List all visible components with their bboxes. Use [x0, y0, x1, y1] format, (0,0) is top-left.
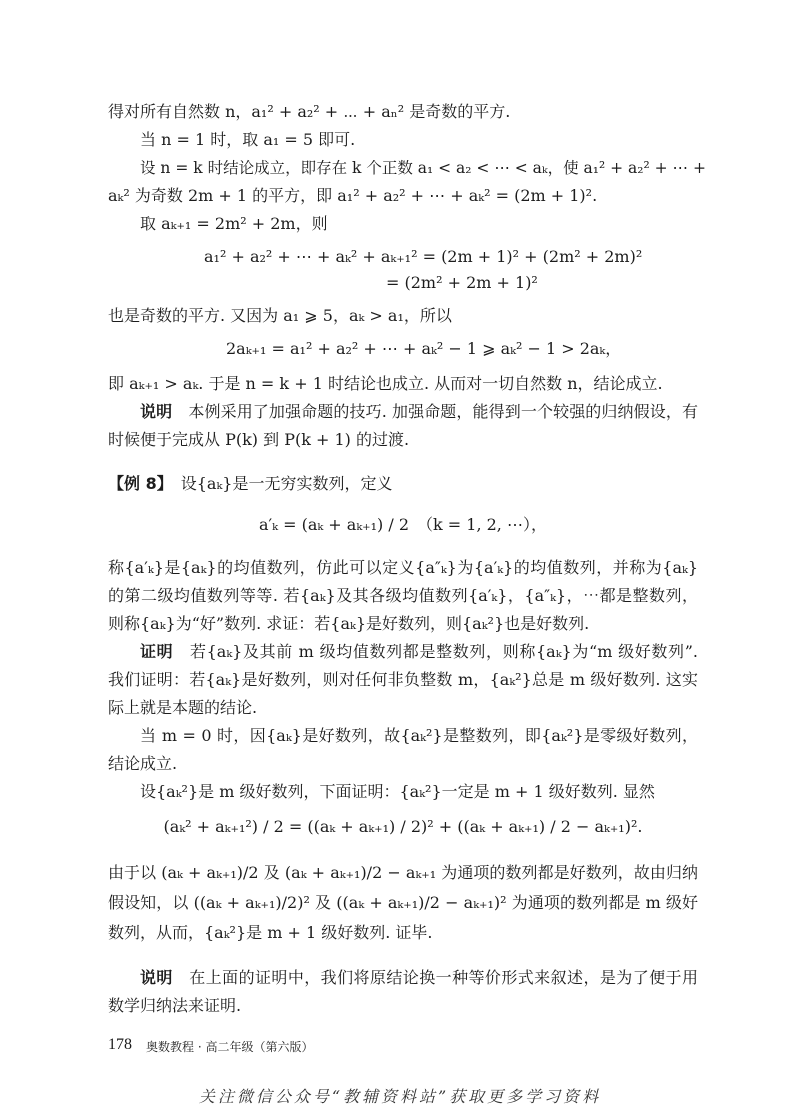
note-text: 本例采用了加强命题的技巧. 加强命题，能得到一个较强的归纳假设，有时候便于完成从 P(k) 到 P(k + 1) 的过渡.	[108, 402, 698, 449]
page-number: 178	[108, 1036, 132, 1053]
example-text: 设{aₖ}是一无穷实数列，定义	[180, 474, 393, 493]
equation: a′ₖ = (aₖ + aₖ₊₁) / 2 （k = 1, 2, ⋯），	[259, 515, 547, 534]
example-label: 【例 8】	[108, 474, 165, 493]
text-line: 即 aₖ₊₁ > aₖ. 于是 n = k + 1 时结论也成立. 从而对一切自然数 n，结论成立.	[108, 374, 663, 393]
text-line: 也是奇数的平方. 又因为 a₁ ⩾ 5，aₖ > a₁，所以	[108, 306, 452, 325]
text-line: 设{aₖ²}是 m 级好数列，下面证明：{aₖ²}一定是 m + 1 级好数列. 显然	[140, 782, 655, 801]
note-label: 说明	[140, 402, 173, 421]
text-line: 当 n = 1 时，取 a₁ = 5 即可.	[140, 130, 356, 149]
equation: (aₖ² + aₖ₊₁²) / 2 = ((aₖ + aₖ₊₁) / 2)² + ((aₖ + aₖ₊₁) / 2 − aₖ₊₁)².	[163, 817, 643, 836]
paragraph: 由于以 (aₖ + aₖ₊₁)/2 及 (aₖ + aₖ₊₁)/2 − aₖ₊₁ 为通项的数列都是好数列，故由归纳假设知，以 ((aₖ + aₖ₊₁)/2)² 及 ((aₖ + aₖ₊₁)/2 − aₖ₊₁)² 为通项的数列都是 m 级好数列，从而，{aₖ²}是 m + 1 级好数列. 证毕.	[108, 863, 698, 942]
text-line: aₖ² 为奇数 2m + 1 的平方，即 a₁² + a₂² + ⋯ + aₖ² = (2m + 1)².	[108, 186, 598, 205]
paragraph: 称{a′ₖ}是{aₖ}的均值数列，仿此可以定义{a″ₖ}为{a′ₖ}的均值数列，并称为{aₖ}的第二级均值数列等等. 若{aₖ}及其各级均值数列{a′ₖ}，{a″ₖ}，⋯都是整数列，则称{aₖ}为“好”数列. 求证：若{aₖ}是好数列，则{aₖ²}也是好数列.	[108, 558, 698, 633]
example-heading	[108, 470, 698, 498]
equation: a₁² + a₂² + ⋯ + aₖ² + aₖ₊₁² = (2m + 1)² + (2m² + 2m)²	[204, 247, 643, 266]
proof-text: 若{aₖ}及其前 m 级均值数列都是整数列，则称{aₖ}为“m 级好数列”. 我们证明：若{aₖ}是好数列，则对任何非负整数 m，{aₖ²}总是 m 级好数列. 这实际上就是本题的结论.	[108, 642, 698, 717]
text-line: 设 n = k 时结论成立，即存在 k 个正数 a₁ < a₂ < ⋯ < aₖ，使 a₁² + a₂² + ⋯ +	[140, 159, 706, 177]
note-text: 在上面的证明中，我们将原结论换一种等价形式来叙述，是为了便于用数学归纳法来证明.	[108, 968, 698, 1015]
paragraph: 当 m = 0 时，因{aₖ}是好数列，故{aₖ²}是整数列，即{aₖ²}是零级好数列，结论成立.	[108, 726, 698, 773]
text-line: 得对所有自然数 n，a₁² + a₂² + ⋯ + aₙ² 是奇数的平方.	[108, 102, 511, 121]
note-paragraph	[108, 398, 698, 454]
note-label: 说明	[140, 968, 173, 987]
equation: = (2m² + 2m + 1)²	[386, 273, 538, 292]
proof-paragraph	[108, 638, 698, 722]
text-line: 取 aₖ₊₁ = 2m² + 2m，则	[140, 214, 328, 233]
book-title: 奥数教程 · 高二年级（第六版）	[146, 1040, 314, 1054]
equation: 2aₖ₊₁ = a₁² + a₂² + ⋯ + aₖ² − 1 ⩾ aₖ² − 1 > 2aₖ，	[226, 339, 622, 358]
note-paragraph	[108, 964, 698, 1020]
proof-label: 证明	[140, 642, 174, 661]
watermark-text: 关注微信公众号“教辅资料站”获取更多学习资料	[198, 1087, 602, 1106]
